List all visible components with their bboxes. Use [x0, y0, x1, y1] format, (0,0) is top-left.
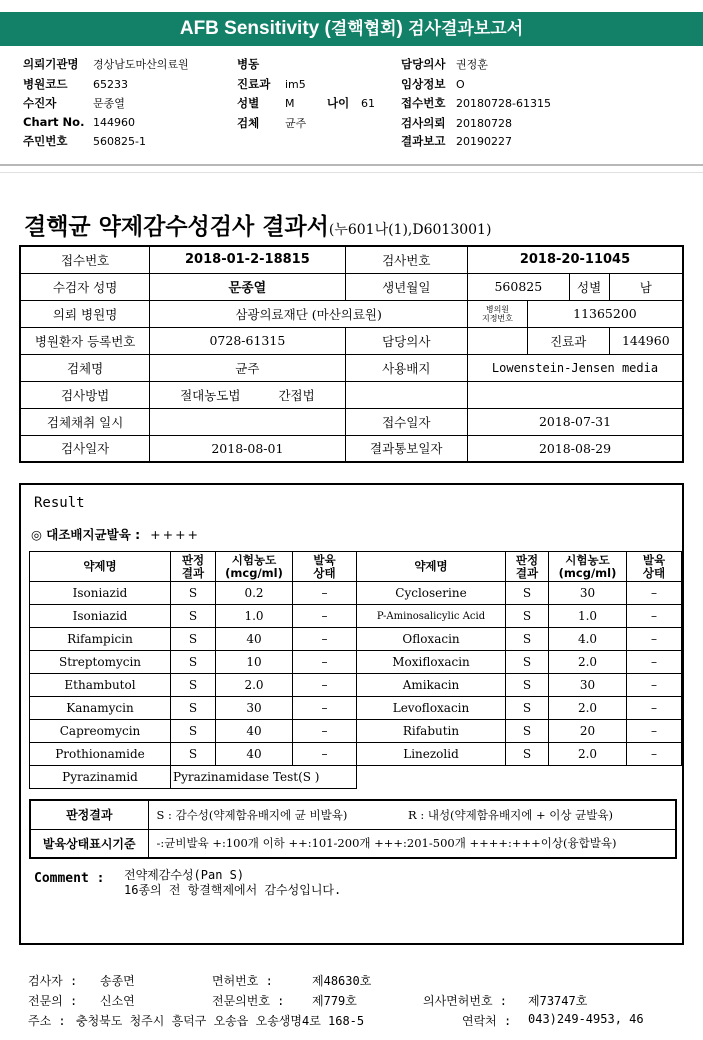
drug-growth-cell: –: [627, 720, 682, 743]
header-value: 균주: [285, 117, 307, 130]
drug-conc-cell: 2.0: [549, 743, 627, 766]
drug-drug-cell: P-Aminosalicylic Acid: [357, 605, 506, 628]
drug-growth-cell: –: [627, 743, 682, 766]
col-header-judge-line1: 판정: [515, 552, 539, 567]
header-divider-thin: [0, 172, 703, 173]
header-row: [23, 56, 189, 72]
method-values: [150, 381, 345, 408]
drug-judge-cell: S: [171, 720, 216, 743]
col-header-judge: [171, 552, 216, 582]
header-label: 병동: [237, 57, 260, 71]
col-header-conc: [216, 552, 293, 582]
hospital-code-label-line1: 병의원: [485, 304, 510, 314]
comment-text: [124, 868, 341, 898]
drug-drug-cell: Streptomycin: [30, 651, 171, 674]
drug-conc-cell: 4.0: [549, 628, 627, 651]
drug-conc-cell: 30: [549, 674, 627, 697]
drug-judge-cell: S: [171, 743, 216, 766]
header-value: im5: [285, 78, 306, 91]
method-absolute: 절대농도법: [180, 387, 241, 403]
drug-judge-cell: S: [506, 651, 549, 674]
judge-legend-r: R : 내성(약제함유배지에 + 이상 균발육): [400, 800, 676, 829]
judge-legend-s: S : 감수성(약제함유배지에 균 비발육): [148, 800, 400, 829]
hospital-name: 삼광의료재단 (마산의료원): [150, 300, 468, 327]
banner-title-en: AFB Sensitivity (: [179, 18, 331, 39]
table-row: [30, 605, 682, 628]
col-header-growth-line2: 상태: [642, 565, 666, 580]
contact-label: 연락처 :: [462, 1014, 512, 1028]
judge-legend-label: 판정결과: [30, 800, 148, 829]
doctor-license-label: 의사면허번호 :: [423, 994, 508, 1008]
receipt-date-label: 접수일자: [345, 408, 467, 435]
header-label: 검사의뢰: [401, 116, 446, 130]
drug-table-body: [30, 582, 682, 789]
doctor-label: 담당의사: [345, 327, 467, 354]
header-label: 진료과: [237, 77, 271, 91]
drug-growth-cell: –: [293, 697, 357, 720]
col-header-judge-line2: 결과: [515, 565, 539, 580]
comment-line: 16종의 전 항결핵제에서 감수성입니다.: [124, 883, 342, 897]
drug-drug-cell: Isoniazid: [30, 605, 171, 628]
header-row: [401, 133, 512, 149]
col-header-judge: [506, 552, 549, 582]
age-value: 61: [361, 97, 375, 110]
header-label: 수진자: [23, 96, 57, 110]
drug-conc-cell: 30: [216, 697, 293, 720]
address-label: 주소 :: [28, 1014, 66, 1028]
drug-sensitivity-table: [29, 551, 682, 789]
specimen-value: 균주: [150, 354, 345, 381]
drug-drug-cell: Rifabutin: [357, 720, 506, 743]
doctor-value: [468, 327, 528, 354]
drug-conc-cell: 1.0: [216, 605, 293, 628]
department-value: 144960: [609, 327, 683, 354]
drug-drug-cell: Isoniazid: [30, 582, 171, 605]
header-row: [23, 133, 146, 149]
table-row: [20, 246, 683, 273]
header-row: [23, 115, 135, 129]
banner-title-ko2: 검사결과보고서: [408, 19, 524, 39]
drug-drug-cell: Ethambutol: [30, 674, 171, 697]
patient-info-table: [19, 245, 684, 463]
drug-judge-cell: S: [506, 628, 549, 651]
table-row: [30, 582, 682, 605]
drug-judge-cell: S: [171, 605, 216, 628]
drug-judge-cell: S: [171, 674, 216, 697]
drug-drug-cell: Rifampicin: [30, 628, 171, 651]
drug-judge-cell: S: [506, 605, 549, 628]
drug-drug-cell: Prothionamide: [30, 743, 171, 766]
notify-date: 2018-08-29: [468, 435, 684, 462]
col-header-growth: [293, 552, 357, 582]
patient-name: 문종열: [150, 273, 345, 300]
growth-legend-text: -:균비발육 +:100개 이하 ++:101-200개 +++:201-500개 ++++:+++이상(융합발육): [148, 829, 676, 858]
table-row: [30, 651, 682, 674]
header-value: 권정훈: [456, 58, 488, 71]
drug-growth-cell: –: [293, 720, 357, 743]
license-label: 면허번호 :: [212, 974, 273, 988]
table-row: [30, 829, 676, 858]
col-header-drug: 약제명: [30, 552, 171, 582]
drug-judge-cell: S: [171, 628, 216, 651]
hospital-code-label: [468, 300, 528, 327]
drug-conc-cell: 0.2: [216, 582, 293, 605]
test-no: 2018-20-11045: [468, 246, 684, 273]
header-value: 20190227: [456, 135, 512, 148]
examiner-label: 검사자 :: [28, 974, 78, 988]
col-header-drug: 약제명: [357, 552, 506, 582]
department-label: 진료과: [527, 327, 609, 354]
drug-growth-cell: –: [627, 605, 682, 628]
header-value: 20180728-61315: [456, 97, 551, 110]
comment-label: Comment :: [34, 871, 105, 886]
col-header-growth-line2: 상태: [313, 565, 336, 580]
drug-conc-cell: 2.0: [216, 674, 293, 697]
drug-judge-cell: S: [506, 697, 549, 720]
header-row: [23, 95, 125, 111]
sex-value: 남: [609, 273, 683, 300]
specialist-name: 신소연: [100, 994, 135, 1008]
header-row: [327, 95, 375, 111]
header-value: M: [285, 97, 295, 110]
patient-label: 수검자 성명: [20, 273, 150, 300]
drug-drug-cell: Kanamycin: [30, 697, 171, 720]
registration-label: 병원환자 등록번호: [20, 327, 150, 354]
test-date: 2018-08-01: [150, 435, 345, 462]
document-title-text: 결핵균 약제감수성검사 결과서: [24, 213, 329, 240]
header-label: 임상정보: [401, 77, 446, 91]
header-value: 20180728: [456, 117, 512, 130]
birth-label: 생년월일: [345, 273, 467, 300]
drug-conc-cell: 40: [216, 720, 293, 743]
header-value: 560825-1: [93, 135, 146, 148]
header-label: 결과보고: [401, 134, 446, 148]
contact-value: 043)249-4953, 46: [528, 1012, 644, 1026]
test-date-label: 검사일자: [20, 435, 150, 462]
birth-date: 560825: [468, 273, 570, 300]
drug-growth-cell: –: [293, 605, 357, 628]
col-header-judge-line2: 결과: [181, 565, 205, 580]
drug-drug-cell: Cycloserine: [357, 582, 506, 605]
header-value: 65233: [93, 78, 128, 91]
banner-title-ko1: 결핵협회: [330, 19, 397, 39]
drug-growth-cell: –: [293, 628, 357, 651]
license-number: 제48630호: [312, 974, 372, 988]
drug-conc-cell: 30: [549, 582, 627, 605]
control-growth: [31, 525, 200, 543]
drug-drug-cell: Amikacin: [357, 674, 506, 697]
drug-drug-cell: Moxifloxacin: [357, 651, 506, 674]
test-no-label: 검사번호: [345, 246, 467, 273]
empty-cell: [345, 381, 467, 408]
drug-growth-cell: –: [627, 628, 682, 651]
hospital-label: 의뢰 병원명: [20, 300, 150, 327]
col-header-conc-line2: (mcg/ml): [558, 565, 617, 580]
drug-conc-cell: 2.0: [549, 651, 627, 674]
table-row: [20, 327, 683, 354]
medium-value: Lowenstein-Jensen media: [468, 354, 684, 381]
receipt-no-label: 접수번호: [20, 246, 150, 273]
specialist-label: 전문의 :: [28, 994, 78, 1008]
header-row: [237, 115, 306, 131]
drug-growth-cell: –: [293, 651, 357, 674]
drug-growth-cell: –: [627, 674, 682, 697]
collect-label: 검체채취 일시: [20, 408, 150, 435]
table-header-row: [30, 552, 682, 582]
header-row: [237, 76, 306, 92]
specimen-label: 검체명: [20, 354, 150, 381]
table-row: [20, 273, 683, 300]
col-header-conc: [549, 552, 627, 582]
col-header-conc-line1: 시험농도: [231, 552, 277, 567]
drug-growth-cell: –: [293, 582, 357, 605]
col-header-growth-line1: 발육: [642, 552, 666, 567]
hospital-code-label-line2: 지정번호: [481, 313, 513, 323]
drug-conc-cell: 10: [216, 651, 293, 674]
table-row: [30, 697, 682, 720]
drug-conc-cell: 2.0: [549, 697, 627, 720]
header-row: [401, 76, 465, 92]
hospital-code: 11365200: [527, 300, 683, 327]
drug-growth-cell: –: [293, 674, 357, 697]
header-label: 주민번호: [23, 134, 68, 148]
method-indirect: 간접법: [278, 387, 315, 403]
banner-title-en2: ): [396, 18, 409, 39]
address-value: 충청북도 청주시 흥덕구 오송읍 오송생명4로 168-5: [76, 1014, 365, 1028]
header-label: Chart No.: [23, 115, 85, 129]
drug-judge-cell: S: [506, 674, 549, 697]
specialist-no: 제779호: [312, 994, 357, 1008]
table-row: [20, 354, 683, 381]
table-row: [30, 766, 682, 789]
examiner-name: 송종면: [100, 974, 135, 988]
receipt-no: 2018-01-2-18815: [150, 246, 345, 273]
control-growth-label: ◎ 대조배지균발육 :: [31, 527, 141, 542]
col-header-growth-line1: 발육: [313, 552, 336, 567]
header-label: 의뢰기관명: [23, 57, 79, 71]
drug-conc-cell: 40: [216, 743, 293, 766]
table-row: [20, 408, 683, 435]
age-label: 나이: [327, 96, 350, 110]
document-title: [24, 208, 491, 241]
table-row: [30, 674, 682, 697]
drug-drug-cell: Levofloxacin: [357, 697, 506, 720]
drug-judge-cell: S: [506, 743, 549, 766]
header-label: 검체: [237, 116, 260, 130]
col-header-conc-line2: (mcg/ml): [225, 565, 283, 580]
drug-judge-cell: S: [171, 697, 216, 720]
header-value: O: [456, 78, 465, 91]
registration-no: 0728-61315: [150, 327, 345, 354]
header-label: 담당의사: [401, 57, 446, 71]
control-growth-value: ++++: [150, 527, 201, 542]
comment-line: 전약제감수성(Pan S): [124, 868, 245, 882]
medium-label: 사용배지: [345, 354, 467, 381]
header-value: 문종열: [93, 97, 125, 110]
sex-label: 성별: [569, 273, 609, 300]
table-row: [20, 381, 683, 408]
growth-legend-label: 발육상태표시기준: [30, 829, 148, 858]
table-row: [30, 800, 676, 829]
table-row: [20, 300, 683, 327]
drug-growth-cell: –: [627, 651, 682, 674]
drug-judge-cell: S: [506, 720, 549, 743]
collect-value: [150, 408, 345, 435]
result-section: [19, 483, 684, 945]
report-banner: [0, 12, 703, 46]
col-header-conc-line1: 시험농도: [565, 552, 610, 567]
method-label: 검사방법: [20, 381, 150, 408]
drug-growth-cell: –: [627, 697, 682, 720]
col-header-growth: [627, 552, 682, 582]
drug-judge-cell: S: [506, 582, 549, 605]
header-row: [237, 95, 295, 111]
header-label: 병원코드: [23, 77, 68, 91]
header-divider: [0, 164, 703, 166]
notify-date-label: 결과통보일자: [345, 435, 467, 462]
drug-judge-cell: S: [171, 651, 216, 674]
doctor-license: 제73747호: [528, 994, 588, 1008]
table-row: [20, 435, 683, 462]
header-value: 경상남도마산의료원: [93, 58, 189, 71]
specialist-no-label: 전문의번호 :: [212, 994, 285, 1008]
header-value: 144960: [93, 116, 135, 129]
pza-drug-cell: Pyrazinamid: [30, 766, 171, 789]
result-label: Result: [34, 495, 85, 511]
drug-drug-cell: Linezolid: [357, 743, 506, 766]
header-label: 접수번호: [401, 96, 446, 110]
drug-growth-cell: –: [627, 582, 682, 605]
drug-judge-cell: S: [171, 582, 216, 605]
drug-conc-cell: 40: [216, 628, 293, 651]
document-code: (누601나(1),D6013001): [328, 222, 492, 238]
header-row: [237, 56, 285, 72]
header-label: 성별: [237, 96, 260, 110]
header-row: [23, 76, 128, 92]
legend-table: [29, 799, 677, 859]
col-header-judge-line1: 판정: [181, 552, 205, 567]
header-row: [401, 56, 488, 72]
table-row: [30, 628, 682, 651]
header-row: [401, 115, 512, 131]
drug-growth-cell: –: [293, 743, 357, 766]
empty-cell: [357, 766, 682, 789]
drug-drug-cell: Capreomycin: [30, 720, 171, 743]
table-row: [30, 720, 682, 743]
receipt-date: 2018-07-31: [468, 408, 684, 435]
empty-cell: [468, 381, 684, 408]
pza-result-cell: Pyrazinamidase Test(S ): [171, 766, 357, 789]
header-row: [401, 95, 551, 111]
table-row: [30, 743, 682, 766]
drug-conc-cell: 1.0: [549, 605, 627, 628]
drug-drug-cell: Ofloxacin: [357, 628, 506, 651]
drug-conc-cell: 20: [549, 720, 627, 743]
